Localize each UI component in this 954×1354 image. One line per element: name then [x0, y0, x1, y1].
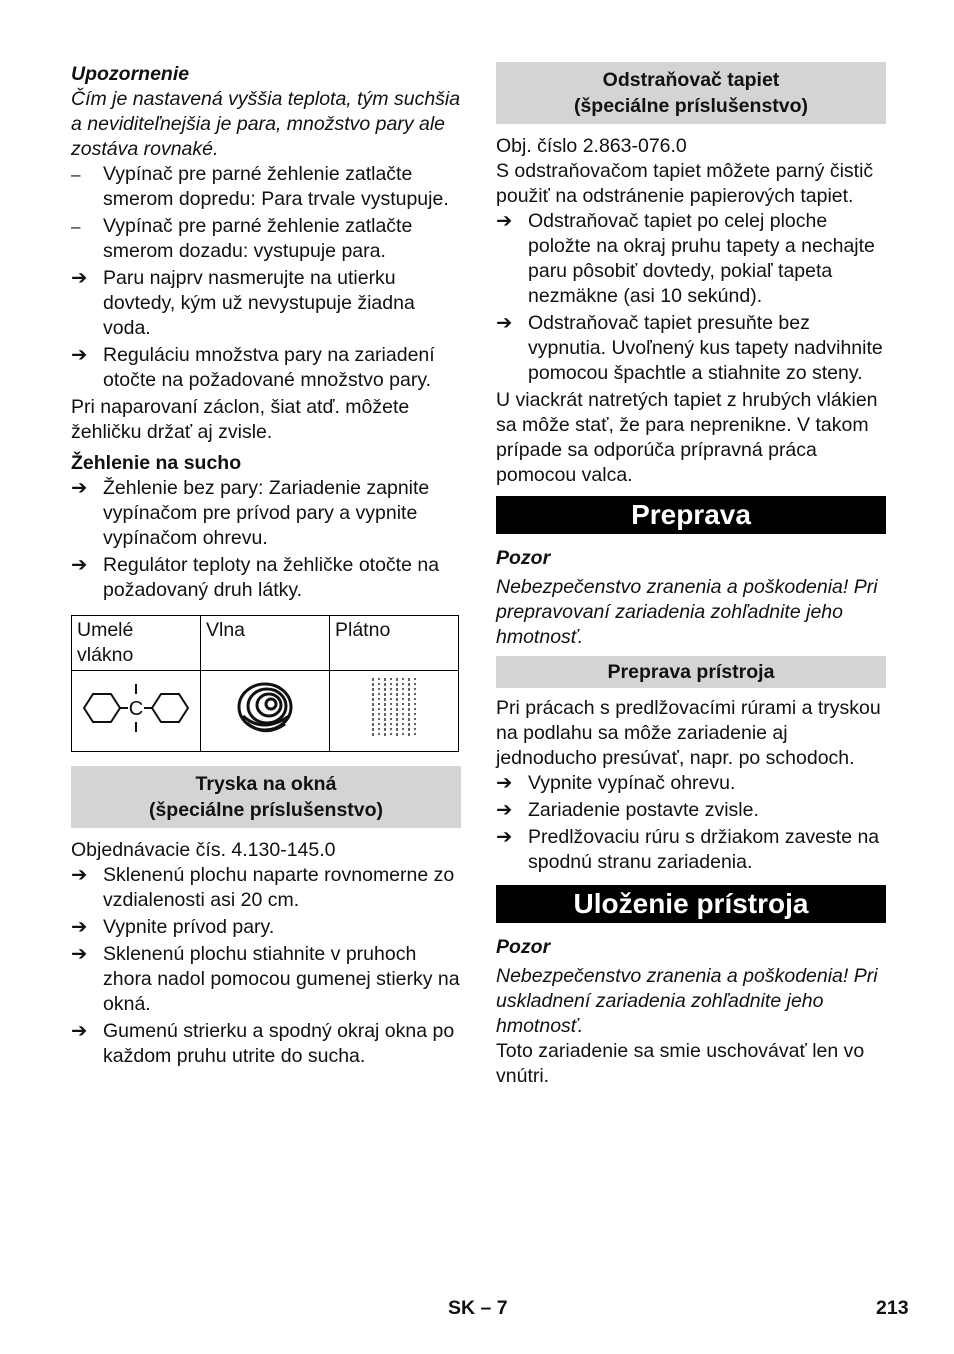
fabric-header-wool: Vlna	[201, 616, 330, 671]
linen-icon	[330, 671, 459, 752]
arrow-icon: ➔	[496, 210, 513, 232]
left-column	[71, 62, 461, 1071]
list-item: ➔ Sklenenú plochu naparte rovnomerne zo vzdialenosti asi 20 cm.	[71, 864, 455, 911]
arrow-icon: ➔	[71, 943, 88, 965]
arrow-icon: ➔	[71, 864, 88, 886]
dash-marker: –	[71, 217, 81, 236]
list-item: ➔ Sklenenú plochu stiahnite v pruhoch zhora nadol pomocou gumenej stierky na okná.	[71, 943, 460, 1015]
arrow-icon: ➔	[496, 312, 513, 334]
wallpaper-steps-list	[496, 209, 886, 386]
window-order-number: Objednávacie čís. 4.130-145.0	[71, 839, 336, 861]
note-title: Upozornenie	[71, 63, 190, 85]
caution-title: Pozor	[496, 936, 551, 958]
synthetic-letter: C	[128, 697, 144, 720]
storage-text: Toto zariadenie sa smie uschovávať len vo vnútri.	[496, 1040, 865, 1087]
list-item: ➔ Odstraňovač tapiet po celej ploche položte na okraj pruhu tapety a nechajte paru pôsobiť dovtedy, pokiaľ tapeta nezmäkne (asi 10 sekúnd).	[496, 210, 875, 307]
list-item: – Vypínač pre parné žehlenie zatlačte smerom dozadu: vystupuje para.	[71, 215, 413, 262]
list-item: ➔ Regulátor teploty na žehličke otočte na požadovaný druh látky.	[71, 554, 440, 601]
list-item: ➔ Zariadenie postavte zvisle.	[496, 799, 759, 821]
arrow-icon: ➔	[71, 267, 88, 289]
fabric-table	[71, 615, 459, 752]
transport-steps-list	[496, 771, 886, 875]
list-item: ➔ Predlžovaciu rúru s držiakom zaveste na spodnú stranu zariadenia.	[496, 826, 880, 873]
note-text: Čím je nastavená vyššia teplota, tým suchšia a neviditeľnejšia je para, množstvo pary ale zostáva rovnaké.	[71, 88, 461, 160]
fabric-header-synthetic: Umelé vlákno	[72, 616, 201, 671]
caution-title: Pozor	[496, 547, 551, 569]
arrow-icon: ➔	[71, 477, 88, 499]
caution-text: Nebezpečenstvo zranenia a poškodenia! Pri uskladnení zariadenia zohľadnite jeho hmotnosť.	[496, 965, 878, 1037]
footer-language-page: SK – 7	[448, 1297, 508, 1319]
dash-marker: –	[71, 165, 81, 184]
list-item: ➔ Vypnite vypínač ohrevu.	[496, 772, 736, 794]
dry-ironing-heading: Žehlenie na sucho	[71, 452, 242, 474]
wallpaper-intro: S odstraňovačom tapiet môžete parný čistič použiť na odstránenie papierových tapiet.	[496, 160, 874, 207]
wool-icon	[201, 671, 330, 752]
arrow-icon: ➔	[496, 826, 513, 848]
window-nozzle-heading: Tryska na okná (špeciálne príslušenstvo)	[71, 766, 461, 828]
list-item: ➔ Odstraňovač tapiet presuňte bez vypnutia. Uvoľnený kus tapety nadvihnite pomocou špachtle a stiahnite zo steny.	[496, 312, 883, 384]
arrow-icon: ➔	[71, 916, 88, 938]
caution-text: Nebezpečenstvo zranenia a poškodenia! Pri prepravovaní zariadenia zohľadnite jeho hmotnosť.	[496, 576, 878, 648]
storage-heading: Uloženie prístroja	[496, 885, 886, 923]
synthetic-fiber-icon	[72, 671, 201, 752]
arrow-icon: ➔	[71, 344, 88, 366]
right-column	[496, 62, 886, 1089]
window-steps-list	[71, 863, 461, 1069]
steam-steps-list	[71, 266, 461, 393]
list-item: ➔ Vypnite prívod pary.	[71, 916, 275, 938]
vertical-steaming-text: Pri naparovaní záclon, šiat atď. môžete žehličku držať aj zvisle.	[71, 396, 410, 443]
wallpaper-remover-heading: Odstraňovač tapiet (špeciálne príslušenstvo)	[496, 62, 886, 124]
arrow-icon: ➔	[71, 554, 88, 576]
transport-text: Pri prácach s predlžovacími rúrami a tryskou na podlahu sa môže zariadenie aj jednoducho presúvať, napr. po schodoch.	[496, 697, 881, 769]
fabric-header-linen: Plátno	[330, 616, 459, 671]
arrow-icon: ➔	[71, 1020, 88, 1042]
list-item: ➔ Gumenú strierku a spodný okraj okna po každom pruhu utrite do sucha.	[71, 1020, 455, 1067]
transport-heading: Preprava	[496, 496, 886, 534]
wallpaper-note: U viackrát natretých tapiet z hrubých vlákien sa môže stať, že para neprenikne. V takom prípade sa odporúča prípravná práca pomocou valca.	[496, 389, 878, 486]
list-item: ➔ Reguláciu množstva pary na zariadení otočte na požadované množstvo pary.	[71, 344, 435, 391]
dash-list	[71, 162, 461, 264]
dry-ironing-list	[71, 476, 461, 603]
list-item: – Vypínač pre parné žehlenie zatlačte smerom dopredu: Para trvale vystupuje.	[71, 163, 449, 210]
arrow-icon: ➔	[496, 772, 513, 794]
arrow-icon: ➔	[496, 799, 513, 821]
wallpaper-order-number: Obj. číslo 2.863-076.0	[496, 135, 687, 157]
list-item: ➔ Žehlenie bez pary: Zariadenie zapnite vypínačom pre prívod pary a vypnite vypínačom ohrevu.	[71, 477, 430, 549]
list-item: ➔ Paru najprv nasmerujte na utierku dovtedy, kým už nevystupuje žiadna voda.	[71, 267, 415, 339]
page-number: 213	[876, 1297, 909, 1319]
device-transport-heading: Preprava prístroja	[496, 656, 886, 688]
